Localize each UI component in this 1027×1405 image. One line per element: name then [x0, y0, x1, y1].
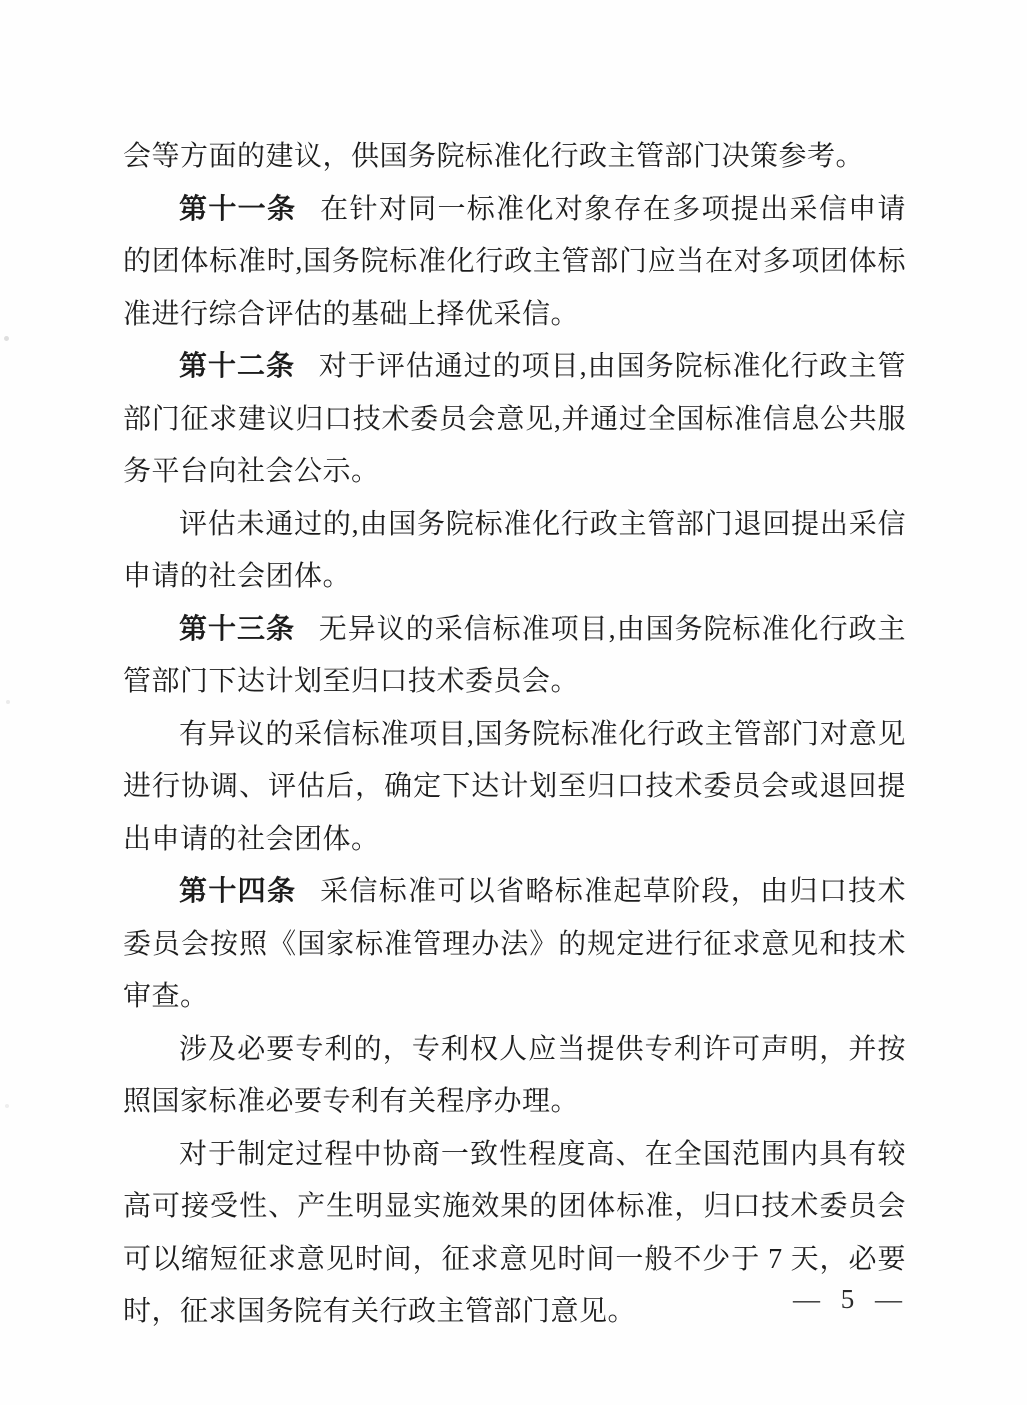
scan-artifact [4, 336, 9, 341]
scan-artifact [5, 1104, 9, 1108]
paragraph-continuation [123, 131, 906, 184]
paragraph-text: 有异议的采信标准项目,国务院标准化行政主管部门对意见进行协调、评估后，确定下达计划至归口技术委员会或退回提出申请的社会团体。 [123, 718, 906, 855]
paragraph-article-14 [123, 866, 906, 1024]
paragraph-text: 采信标准可以省略标准起草阶段，由归口技术委员会按照《国家标准管理办法》的规定进行征求意见和技术审查。 [123, 876, 906, 1012]
article-label: 第十二条 [179, 351, 295, 382]
article-label: 第十一条 [179, 193, 297, 225]
scan-artifact [6, 700, 10, 704]
paragraph-text: 评估未通过的,由国务院标准化行政主管部门退回提出采信申请的社会团体。 [123, 508, 906, 592]
paragraph-text: 对于评估通过的项目,由国务院标准化行政主管部门征求建议归口技术委员会意见,并通过全国标准信息公共服务平台向社会公示。 [123, 351, 906, 487]
paragraph-text: 无异议的采信标准项目,由国务院标准化行政主管部门下达计划至归口技术委员会。 [123, 613, 906, 697]
paragraph-text: 涉及必要专利的，专利权人应当提供专利许可声明，并按照国家标准必要专利有关程序办理。 [123, 1033, 906, 1117]
article-label: 第十三条 [179, 613, 295, 645]
paragraph [123, 709, 906, 867]
paragraph-text: 对于制定过程中协商一致性程度高、在全国范围内具有较高可接受性、产生明显实施效果的团体标准，归口技术委员会可以缩短征求意见时间，征求意见时间一般不少于 7 天，必要时，征求国务院有关行政主管部门意见。 [123, 1138, 906, 1327]
article-label: 第十四条 [179, 876, 297, 907]
paragraph [123, 1129, 906, 1339]
paragraph-article-12 [123, 341, 906, 499]
paragraph-article-13 [123, 604, 906, 709]
page-number: — 5 — [793, 1284, 905, 1314]
paragraph-text: 在针对同一标准化对象存在多项提出采信申请的团体标准时,国务院标准化行政主管部门应当在对多项团体标准进行综合评估的基础上择优采信。 [123, 193, 906, 330]
paragraph [123, 499, 906, 604]
paragraph-article-11 [123, 184, 906, 342]
paragraph [123, 1024, 906, 1129]
paragraph-text: 会等方面的建议，供国务院标准化行政主管部门决策参考。 [123, 141, 865, 172]
document-body [123, 131, 906, 1339]
